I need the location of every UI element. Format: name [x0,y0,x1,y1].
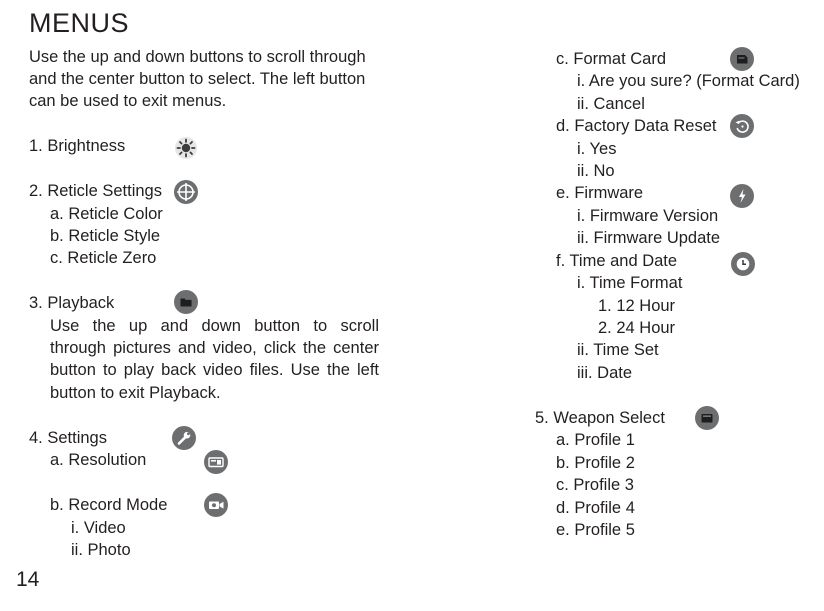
settings-record-mode: b. Record Mode [50,496,168,514]
reset-item: ii. No [577,162,615,180]
settings-firmware: e. Firmware [556,184,644,202]
playback-line: through pictures and video, click the center [50,339,379,358]
firmware-item: ii. Firmware Update [577,229,721,247]
menu-reticle-settings: 2. Reticle Settings [29,182,162,200]
profile-item: d. Profile 4 [556,499,635,517]
menu-weapon-select: 5. Weapon Select [535,409,665,427]
intro-line: can be used to exit menus. [29,92,227,111]
menu-settings: 4. Settings [29,429,107,447]
reset-item: i. Yes [577,140,617,158]
format-item: ii. Cancel [577,95,645,113]
profile-item: c. Profile 3 [556,476,634,494]
menu-brightness: 1. Brightness [29,137,126,155]
profile-icon [695,406,719,430]
settings-factory-reset: d. Factory Data Reset [556,117,717,135]
intro-paragraph [29,46,366,113]
hour-item: 2. 24 Hour [598,319,676,337]
time-item: ii. Time Set [577,341,659,359]
record-item: ii. Photo [71,541,131,559]
page-title: MENUS [29,8,130,38]
profile-item: b. Profile 2 [556,454,635,472]
crosshair-icon [174,180,198,204]
time-item: iii. Date [577,364,633,382]
reticle-item: c. Reticle Zero [50,249,157,267]
settings-time-date: f. Time and Date [556,252,678,270]
record-item: i. Video [71,519,126,537]
reticle-item: b. Reticle Style [50,227,161,245]
reset-icon [730,114,754,138]
clock-icon [731,252,755,276]
sd-card-icon [730,47,754,71]
format-item: i. Are you sure? (Format Card) [577,72,800,90]
time-format: i. Time Format [577,274,683,292]
settings-format-card: c. Format Card [556,50,667,68]
profile-item: e. Profile 5 [556,521,635,539]
reticle-item: a. Reticle Color [50,205,163,223]
resolution-icon [204,450,228,474]
menu-playback: 3. Playback [29,294,115,312]
playback-line: button to play back video files. Use the left [50,361,379,380]
intro-line: and the center button to select. The left button [29,70,366,89]
lightning-icon [730,184,754,208]
firmware-item: i. Firmware Version [577,207,719,225]
folder-icon [174,290,198,314]
hour-item: 1. 12 Hour [598,297,676,315]
profile-item: a. Profile 1 [556,431,635,449]
page-number: 14 [16,568,40,591]
intro-line: Use the up and down buttons to scroll through [29,48,366,66]
camera-icon [204,493,228,517]
wrench-icon [172,426,196,450]
sun-icon [174,136,198,160]
playback-line: button to exit Playback. [50,383,221,402]
playback-line: Use the up and down button to scroll [50,317,379,335]
settings-resolution: a. Resolution [50,451,147,469]
playback-description [50,315,379,404]
